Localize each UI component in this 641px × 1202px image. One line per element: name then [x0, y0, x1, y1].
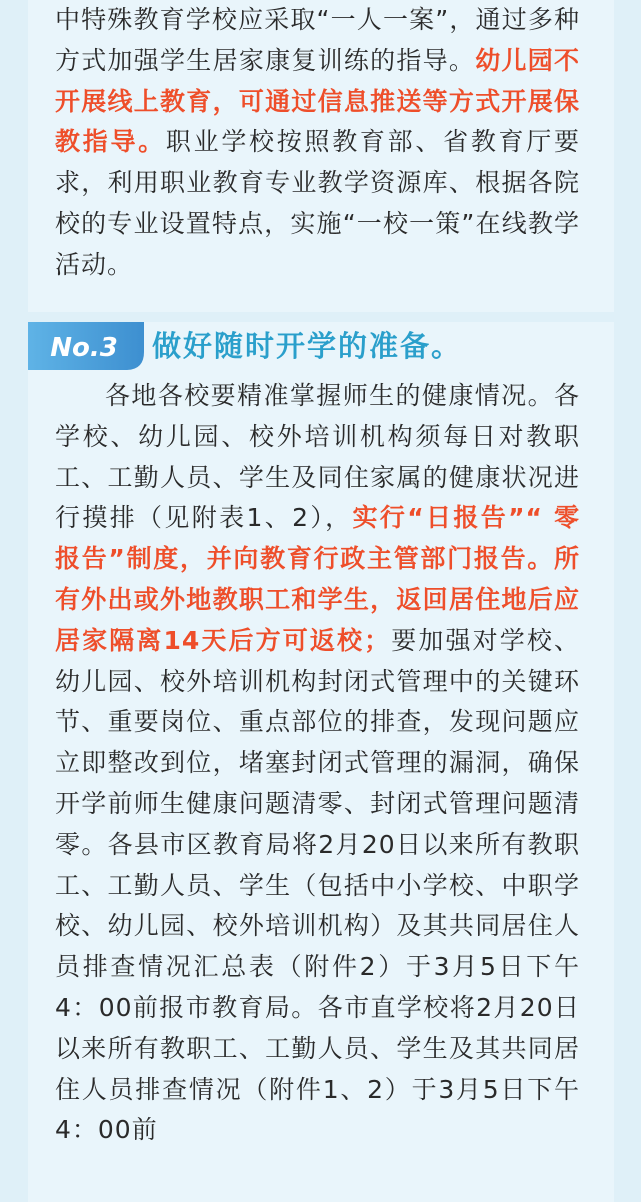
- paragraph-top-highlight: 幼儿园不开展线上教育，可通过信息推送等方式开展保教指导。: [55, 45, 580, 157]
- section-number-badge: [28, 322, 144, 370]
- paragraph-top: [55, 0, 580, 286]
- paragraph-section3: [55, 376, 580, 1151]
- paragraph-section3-highlight: 实行“日报告”“ 零报告”制度，并向教育行政主管部门报告。所有外出或外地教职工和学生，返回居住地后应居家隔离14天后方可返校；: [55, 503, 581, 655]
- paragraph-section3-text-1: 各地各校要精准掌握师生的健康情况。各学校、幼儿园、校外培训机构须每日对教职工、工勤人员、学生及同住家属的健康状况进行摸排（见附表1、2），: [55, 381, 580, 533]
- section-number-label: No.3: [50, 333, 118, 363]
- paragraph-section3-text-2: 要加强对学校、幼儿园、校外培训机构封闭式管理中的关键环节、重要岗位、重点部位的排查，发现问题应立即整改到位，堵塞封闭式管理的漏洞，确保开学前师生健康问题清零、封闭式管理问题清零。各县市区教育局将2月20日以来所有教职工、工勤人员、学生（包括中小学校、中职学校、幼儿园、校外培训机构）及其共同居住人员排查情况汇总表（附件2）于3月5日下午4：00前报市教育局。各市直学校将2月20日以来所有教职工、工勤人员、学生及其共同居住人员排查情况（附件1、2）于3月5日下午4：00前: [55, 625, 580, 1145]
- paragraph-top-text-2: 职业学校按照教育部、省教育厅要求，利用职业教育专业教学资源库、根据各院校的专业设置特点，实施“一校一策”在线教学活动。: [55, 127, 580, 279]
- section-heading: 做好随时开学的准备。: [152, 329, 463, 363]
- paragraph-top-text-1: 中特殊教育学校应采取“一人一案”，通过多种方式加强学生居家康复训练的指导。: [55, 5, 580, 75]
